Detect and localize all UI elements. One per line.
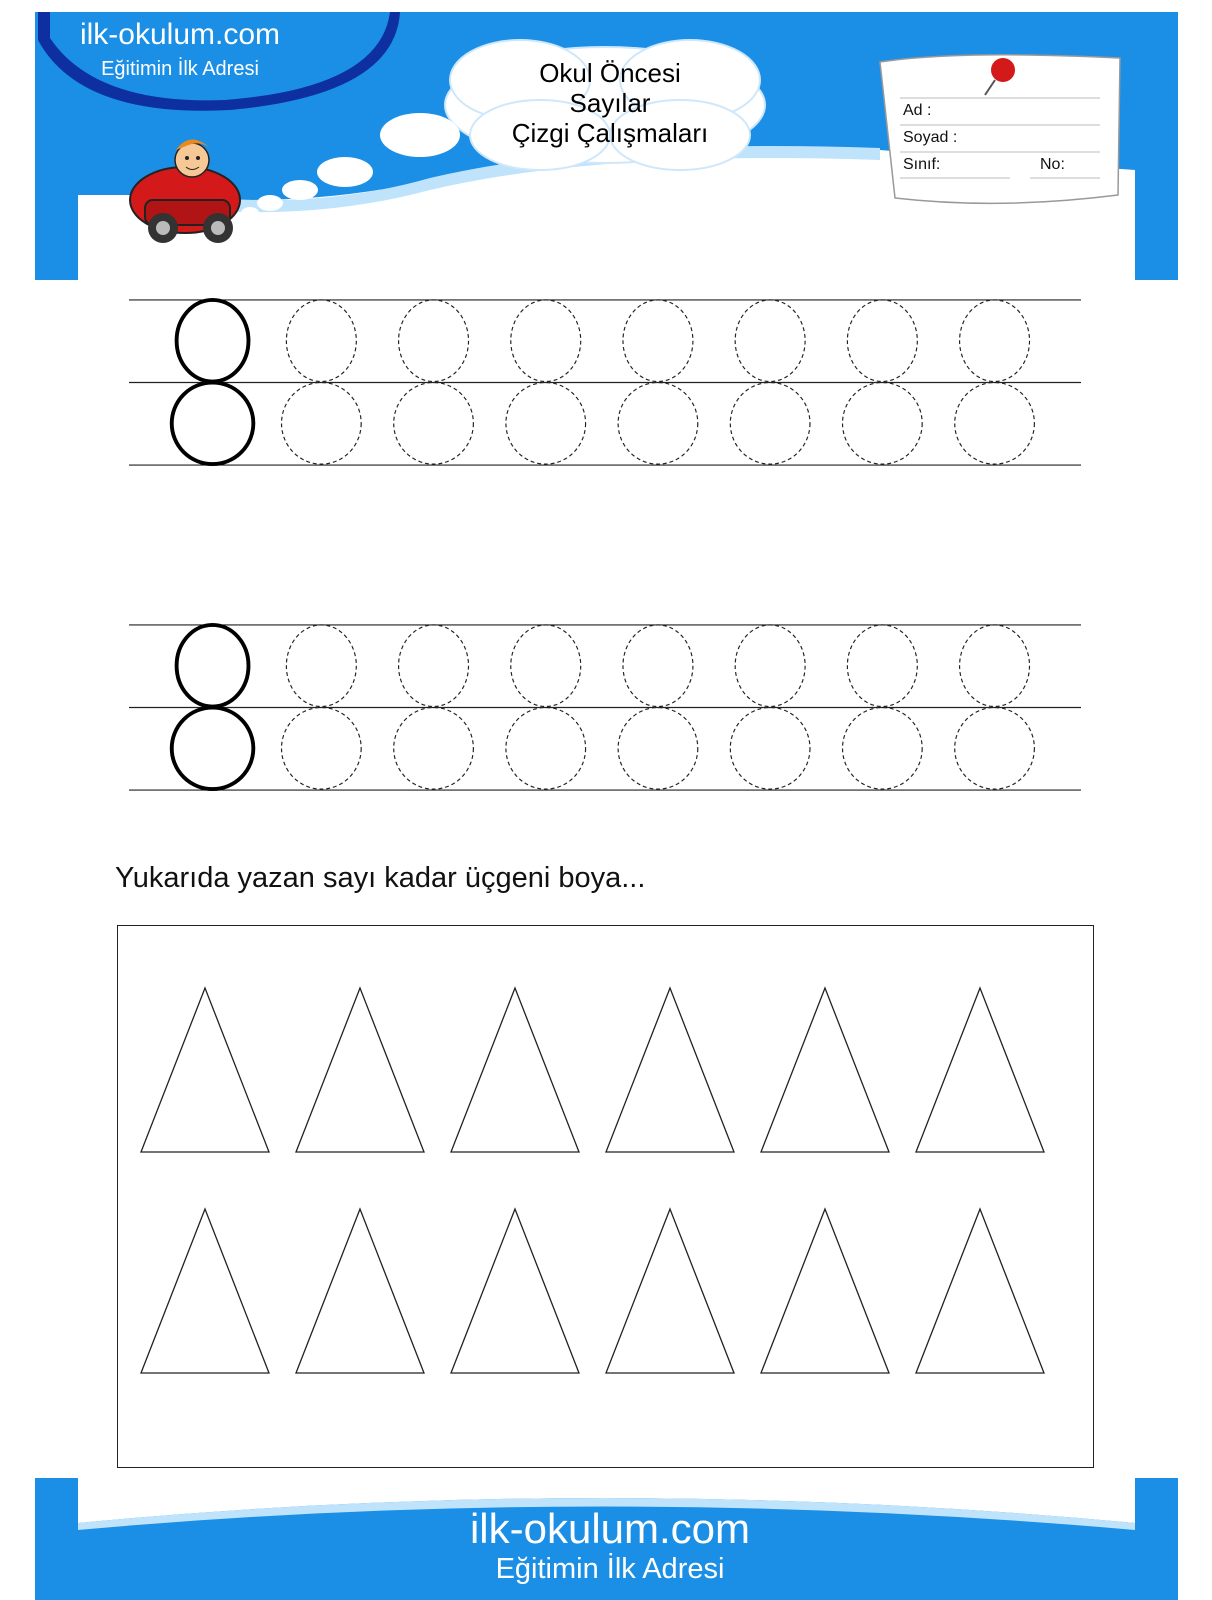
colorable-triangle[interactable] xyxy=(141,988,269,1152)
colorable-triangle[interactable] xyxy=(296,988,424,1152)
colorable-triangle[interactable] xyxy=(761,1209,889,1373)
worksheet-title xyxy=(470,58,750,148)
exercise-instruction: Yukarıda yazan sayı kadar üçgeni boya... xyxy=(115,862,646,894)
class-label: Sınıf: xyxy=(903,156,941,173)
tracing-row-2 xyxy=(115,623,1095,793)
colorable-triangle[interactable] xyxy=(761,988,889,1152)
name-label: Ad : xyxy=(903,102,932,119)
colorable-triangle[interactable] xyxy=(451,988,579,1152)
colorable-triangle[interactable] xyxy=(141,1209,269,1373)
number-label: No: xyxy=(1040,156,1065,173)
colorable-triangle[interactable] xyxy=(606,1209,734,1373)
logo-subtitle: Eğitimin İlk Adresi xyxy=(101,58,259,80)
colorable-triangle[interactable] xyxy=(606,988,734,1152)
logo-title: ilk-okulum.com xyxy=(79,18,281,51)
surname-label: Soyad : xyxy=(903,129,958,146)
pin-icon xyxy=(991,58,1015,82)
colorable-triangle[interactable] xyxy=(296,1209,424,1373)
footer-title: ilk-okulum.com xyxy=(469,1505,751,1552)
triangle-box xyxy=(117,925,1094,1468)
footer-subtitle: Eğitimin İlk Adresi xyxy=(495,1553,725,1585)
colorable-triangle[interactable] xyxy=(451,1209,579,1373)
colorable-triangle[interactable] xyxy=(916,988,1044,1152)
colorable-triangle[interactable] xyxy=(916,1209,1044,1373)
title-line-3: Çizgi Çalışmaları xyxy=(511,118,709,148)
triangle-grid xyxy=(118,926,1095,1469)
tracing-row-1 xyxy=(115,298,1095,468)
title-line-2: Sayılar xyxy=(569,88,651,118)
title-line-1: Okul Öncesi xyxy=(539,58,681,88)
